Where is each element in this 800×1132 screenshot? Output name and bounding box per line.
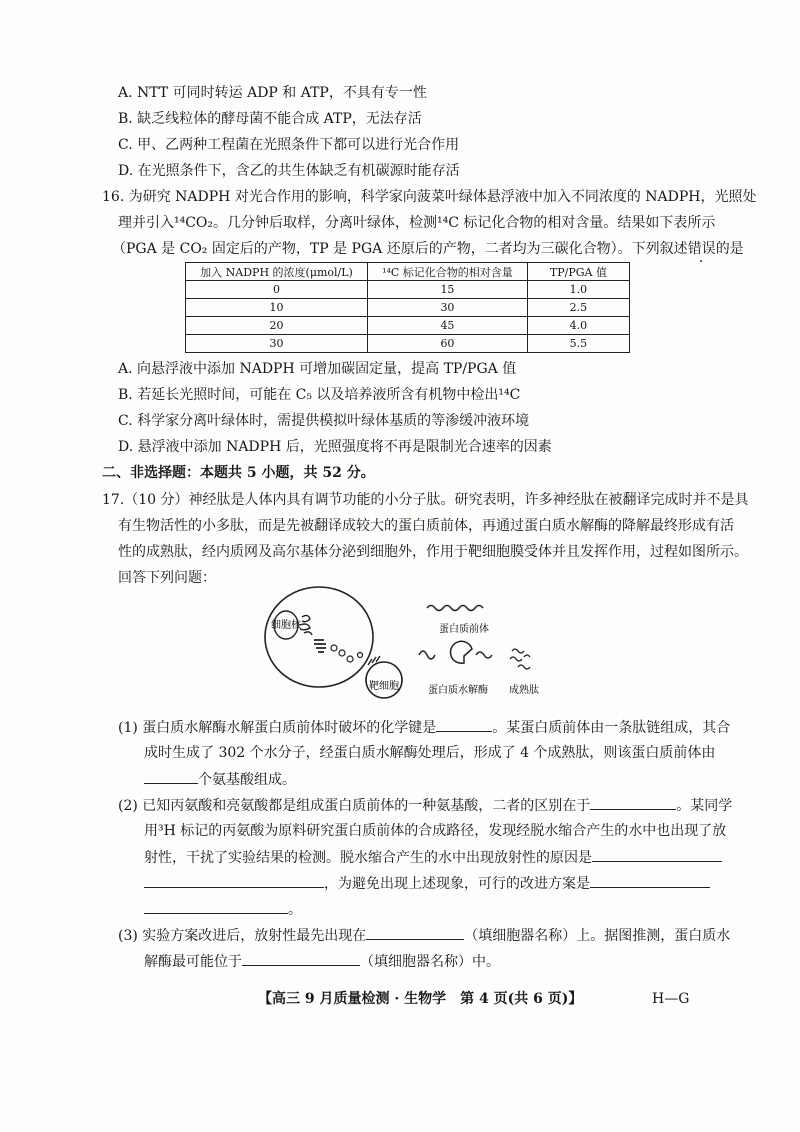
vesicle (331, 645, 337, 651)
precursor-label: 蛋白质前体 (439, 624, 489, 635)
golgi-shape (314, 640, 326, 652)
q17-stem-line-3: 性的成熟肽，经内质网及高尔基体分泌到细胞外，作用于靶细胞膜受体并且发挥作用，过程如图所示。 (118, 544, 748, 560)
neuropeptide-process-figure (262, 585, 562, 710)
table-cell: 4.0 (527, 317, 629, 335)
q17-part1-line-3: 个氨基酸组成。 (144, 770, 296, 789)
table-cell: 30 (186, 335, 368, 353)
q15-option-a: A. NTT 可同时转运 ADP 和 ATP，不具有专一性 (118, 85, 427, 101)
q17-part2-line-5: 。 (144, 900, 302, 919)
secretory-cell-membrane (265, 587, 373, 687)
table-cell: 45 (368, 317, 528, 335)
answer-blank (366, 926, 464, 940)
table-cell: 15 (368, 281, 528, 299)
vesicle (339, 650, 345, 656)
table-cell: 60 (368, 335, 528, 353)
vesicle (358, 653, 363, 658)
precursor-chain-shape (427, 606, 483, 611)
q15-option-c: C. 甲、乙两种工程菌在光照条件下都可以进行光合作用 (118, 137, 460, 153)
emphasis-marked-text: 错误 (687, 241, 716, 257)
q16-stem-line-3: （PGA 是 CO₂ 固定后的产物，TP 是 PGA 还原后的产物，二者均为三碳化合物）。下列叙述错误的是 (112, 241, 744, 257)
q17-part2-line-4: ，为避免出现上述现象，可行的改进方案是 (144, 874, 710, 893)
answer-blank (592, 848, 722, 862)
table-row (186, 317, 630, 335)
q16-option-c: C. 科学家分离叶绿体时，需提供模拟叶绿体基质的等渗缓冲液环境 (118, 413, 530, 429)
target-cell-label: 靶细胞 (369, 681, 399, 692)
answer-blank (590, 874, 710, 888)
table-cell: 30 (368, 299, 528, 317)
section-heading: 二、非选择题：本题共 5 小题，共 52 分。 (102, 465, 375, 481)
q17-part2-line-3: 射性，干扰了实验结果的检测。脱水缩合产生的水中出现放射性的原因是 (144, 848, 722, 867)
q17-stem-line-2: 有生物活性的小多肽，而是先被翻译成较大的蛋白质前体，再通过蛋白质水解酶的降解最终形成有活 (118, 518, 734, 534)
table-row (186, 281, 630, 299)
table-cell: 20 (186, 317, 368, 335)
nucleus-label: 细胞核 (271, 620, 301, 631)
table-header-row (186, 263, 630, 281)
table-header-cell: 加入 NADPH 的浓度(μmol/L) (186, 263, 368, 281)
q17-stem-line-4: 回答下列问题： (118, 570, 216, 586)
endoplasmic-reticulum-shape (300, 615, 312, 635)
table-cell: 10 (186, 299, 368, 317)
q15-option-b: B. 缺乏线粒体的酵母菌不能合成 ATP，无法存活 (118, 111, 422, 127)
q17-part1-line-2: 成时生成了 302 个水分子，经蛋白质水解酶处理后，形成了 4 个成熟肽，则该蛋白质前体由 (144, 745, 716, 761)
answer-blank (242, 952, 360, 966)
q15-option-d: D. 在光照条件下，含乙的共生体缺乏有机碳源时能存活 (118, 163, 460, 179)
chain-fragment-shape (476, 652, 492, 658)
table-cell: 2.5 (527, 299, 629, 317)
paper-code: H—G (652, 991, 690, 1007)
q17-part3-line-2: 解酶最可能位于 （填细胞器名称）中。 (144, 954, 500, 970)
q16-option-d: D. 悬浮液中添加 NADPH 后，光照强度将不再是限制光合速率的因素 (118, 439, 552, 455)
q17-part1-line-1: (1) 蛋白质水解酶水解蛋白质前体时破坏的化学键是 。某蛋白质前体由一条肽链组成，其合 (118, 720, 731, 736)
enzyme-shape (451, 641, 472, 663)
page-footer: 【高三 9 月质量检测 · 生物学 第 4 页(共 6 页)】 (258, 991, 583, 1007)
q16-option-a: A. 向悬浮液中添加 NADPH 可增加碳固定量，提高 TP/PGA 值 (118, 361, 517, 377)
q17-stem-line-1: 17.（10 分）神经肽是人体内具有调节功能的小分子肽。研究表明，许多神经肽在被翻译完成时并不是具 (102, 492, 749, 508)
q17-part2-line-2: 用³H 标记的丙氨酸为原料研究蛋白质前体的合成路径，发现经脱水缩合产生的水中也出现了放 (144, 823, 727, 839)
vesicle (347, 656, 353, 662)
table-row (186, 335, 630, 353)
table-cell: 1.0 (527, 281, 629, 299)
table-cell: 0 (186, 281, 368, 299)
mature-peptide-shape (510, 649, 530, 669)
q16-stem-line-1: 16. 为研究 NADPH 对光合作用的影响，科学家向菠菜叶绿体悬浮液中加入不同浓度的 NADPH，光照处 (102, 189, 757, 205)
enzyme-label: 蛋白质水解酶 (428, 685, 488, 696)
table-row (186, 299, 630, 317)
chain-fragment-shape (419, 651, 435, 659)
answer-blank (436, 718, 492, 732)
q16-stem-line-2: 理并引入¹⁴CO₂。几分钟后取样，分离叶绿体，检测¹⁴C 标记化合物的相对含量。结果如下表所示 (118, 215, 716, 231)
q16-option-b: B. 若延长光照时间，可能在 C₅ 以及培养液所含有机物中检出¹⁴C (118, 387, 521, 403)
q16-data-table (185, 262, 630, 353)
table-cell: 5.5 (527, 335, 629, 353)
answer-blank (144, 900, 288, 914)
target-cell-shape (366, 662, 402, 698)
mature-peptide-label: 成熟肽 (509, 685, 539, 696)
q17-part3-line-1: (3) 实验方案改进后，放射性最先出现在 （填细胞器名称）上。据图推测，蛋白质水 (118, 928, 731, 944)
q17-part2-line-1: (2) 已知丙氨酸和亮氨酸都是组成蛋白质前体的一种氨基酸，二者的区别在于 。某同学 (118, 798, 733, 814)
table-header-cell: TP/PGA 值 (527, 263, 629, 281)
table-header-cell: ¹⁴C 标记化合物的相对含量 (368, 263, 528, 281)
answer-blank (590, 796, 676, 810)
answer-blank (144, 874, 324, 888)
answer-blank (144, 770, 198, 784)
